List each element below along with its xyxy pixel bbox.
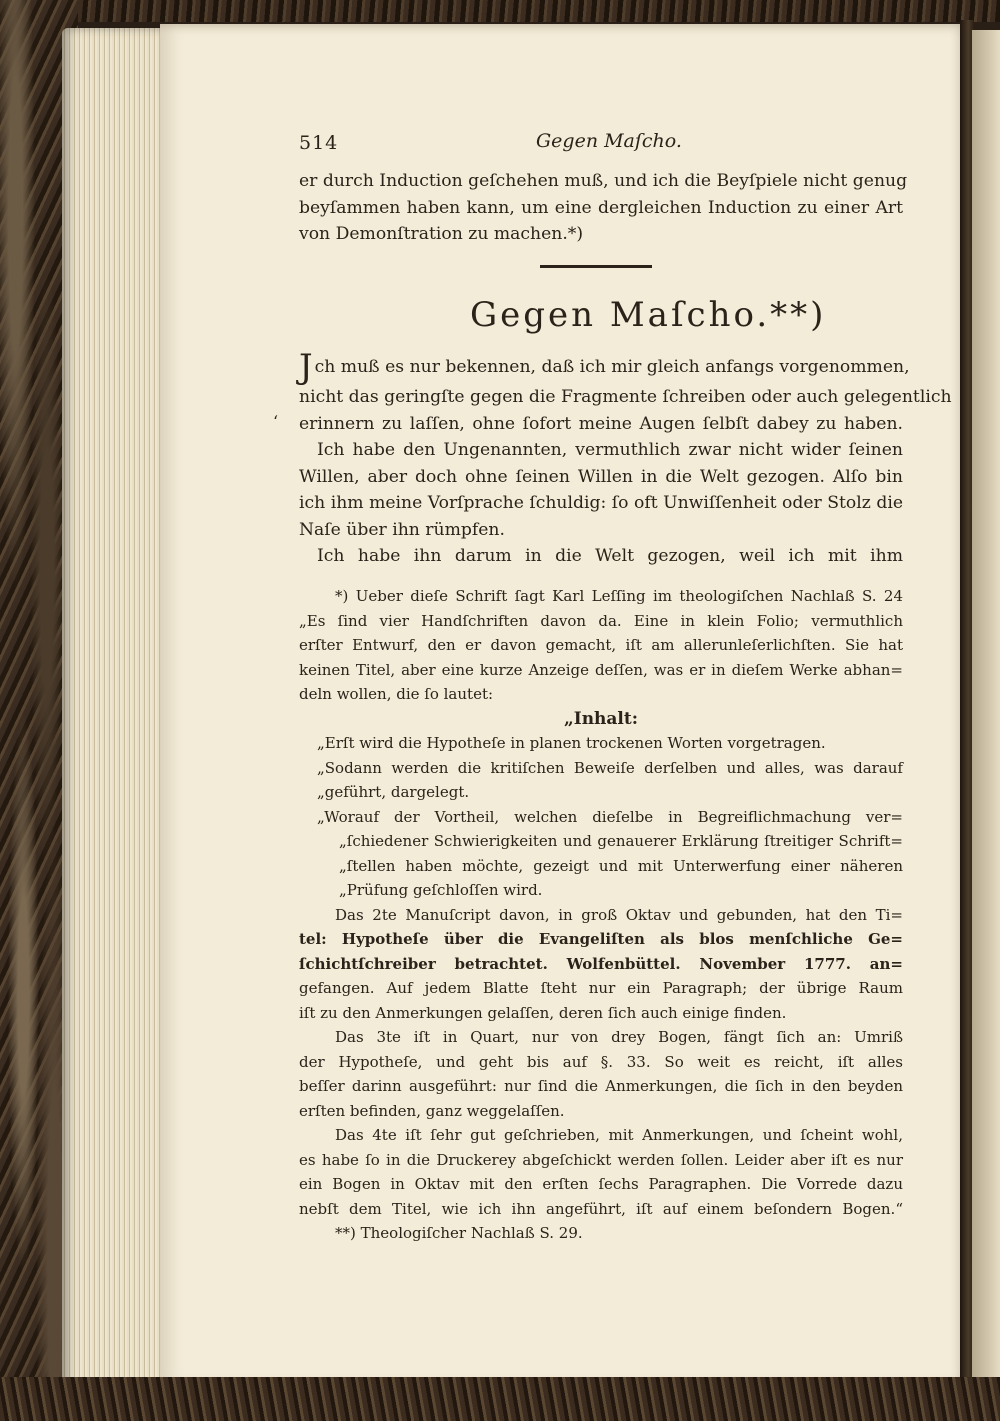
footnote-line: der Hypotheſe, und geht bis auf §. 33. So weit es reicht, iſt alles	[299, 1052, 903, 1071]
footnote-line: „ſtellen haben möchte, gezeigt und mit Unterwerfung einer näheren	[339, 856, 903, 875]
footnote-line: iſt zu den Anmerkungen gelaſſen, deren ſich auch einige finden.	[299, 1003, 787, 1022]
intro-paragraph	[299, 168, 908, 248]
drop-cap: J	[299, 347, 313, 387]
footnote-line: beſſer darinn ausgeführt: nur ſind die Anmerkungen, die ſich in den beyden	[299, 1077, 903, 1095]
facing-page-edge	[972, 30, 1000, 1380]
text-line	[299, 347, 910, 387]
footnote-line: Das 2te Manuſcript davon, in groß Oktav und gebunden, hat den Ti=	[335, 905, 903, 924]
footnote-line: tel: Hypotheſe über die Evangeliſten als blos menſchliche Ge=	[299, 930, 903, 948]
footnotes	[299, 584, 903, 1246]
page-number: 514	[299, 132, 339, 154]
footnote-line: nebſt dem Titel, wie ich ihn angeführt, iſt auf einem beſondern Bogen.“	[299, 1199, 903, 1218]
book-cover-top	[0, 0, 1000, 22]
footnote-line: erſten befinden, ganz weggelaſſen.	[299, 1101, 565, 1120]
footnote-line: „Worauf der Vortheil, welchen dieſelbe in Begreiflichmachung ver=	[317, 807, 903, 826]
footnote-line: *) Ueber dieſe Schrift ſagt Karl Leſſing im theologiſchen Nachlaß S. 24	[335, 587, 903, 605]
footnote-line: „Inhalt:	[563, 708, 639, 729]
footnote-line: es habe ſo in die Druckerey abgeſchickt werden ſollen. Leider aber iſt es nur	[299, 1150, 903, 1169]
footnote-line: „geführt, dargelegt.	[317, 783, 470, 801]
section-title: Gegen Maſcho.**)	[470, 295, 827, 335]
footnote-line: **) Theologiſcher Nachlaß S. 29.	[335, 1224, 583, 1242]
text-line: Willen, aber doch ohne ſeinen Willen in die Welt gezogen. Alſo bin	[299, 466, 903, 487]
text-line: von Demonſtration zu machen.*)	[299, 224, 584, 244]
text-line: Ich habe den Ungenannten, vermuthlich zwar nicht wider ſeinen	[317, 440, 903, 460]
text-line: Ich habe ihn darum in die Welt gezogen, weil ich mit ihm	[317, 546, 903, 566]
text-line: nicht das geringſte gegen die Fragmente ſchreiben oder auch gelegentlich	[299, 387, 952, 407]
running-head: Gegen Maſcho.	[536, 130, 682, 152]
footnote-line: erſter Entwurf, den er davon gemacht, iſt am allerunleſerlichſten. Sie hat	[299, 636, 903, 654]
footnote-line: „Sodann werden die kritiſchen Beweiſe derſelben und alles, was darauf	[317, 758, 903, 777]
footnote-line: „Erſt wird die Hypotheſe in planen trockenen Worten vorgetragen.	[317, 734, 826, 752]
text-line: Naſe über ihn rümpfen.	[299, 519, 505, 540]
text-line: beyſammen haben kann, um eine dergleichen Induction zu einer Art	[299, 197, 903, 218]
footnote-line: Das 3te iſt in Quart, nur von drey Bogen, fängt ſich an: Umriß	[335, 1028, 903, 1046]
book-cover-bottom	[0, 1377, 1000, 1421]
text-line: er durch Induction geſchehen muß, und ich die Beyſpiele nicht genug	[299, 171, 908, 191]
page-edges	[62, 28, 172, 1393]
text-line: erinnern zu laſſen, ohne ſofort meine Augen ſelbſt dabey zu haben.	[299, 413, 903, 434]
footnote-line: deln wollen, die ſo lautet:	[299, 685, 494, 703]
footnote-line: Das 4te iſt ſehr gut geſchrieben, mit Anmerkungen, und ſcheint wohl,	[335, 1126, 903, 1144]
text-line: ich ihm meine Vorſprache ſchuldig: ſo oft Unwiſſenheit oder Stolz die	[299, 493, 903, 513]
text-line-content: ch muß es nur bekennen, daß ich mir gleich anfangs vorgenommen,	[314, 357, 910, 377]
footnote-line: keinen Titel, aber eine kurze Anzeige deſſen, was er in dieſem Werke abhan=	[299, 660, 903, 679]
footnote-line: ein Bogen in Oktav mit den erſten ſechs Paragraphen. Die Vorrede dazu	[299, 1175, 903, 1193]
footnote-line: „Es ſind vier Handſchriften davon da. Eine in klein Folio; vermuthlich	[299, 611, 903, 630]
footnote-line: gefangen. Auf jedem Blatte ſteht nur ein Paragraph; der übrige Raum	[299, 979, 903, 997]
body-paragraph	[299, 347, 952, 570]
footnote-line: ſchichtſchreiber betrachtet. Wolfenbüttel. November 1777. an=	[299, 954, 903, 973]
footnote-line: „ſchiedener Schwierigkeiten und genauerer Erklärung ſtreitiger Schrift=	[339, 832, 903, 850]
footnote-line: „Prüfung geſchloſſen wird.	[339, 881, 543, 899]
margin-mark: ‘	[273, 412, 279, 431]
section-divider	[540, 265, 652, 268]
